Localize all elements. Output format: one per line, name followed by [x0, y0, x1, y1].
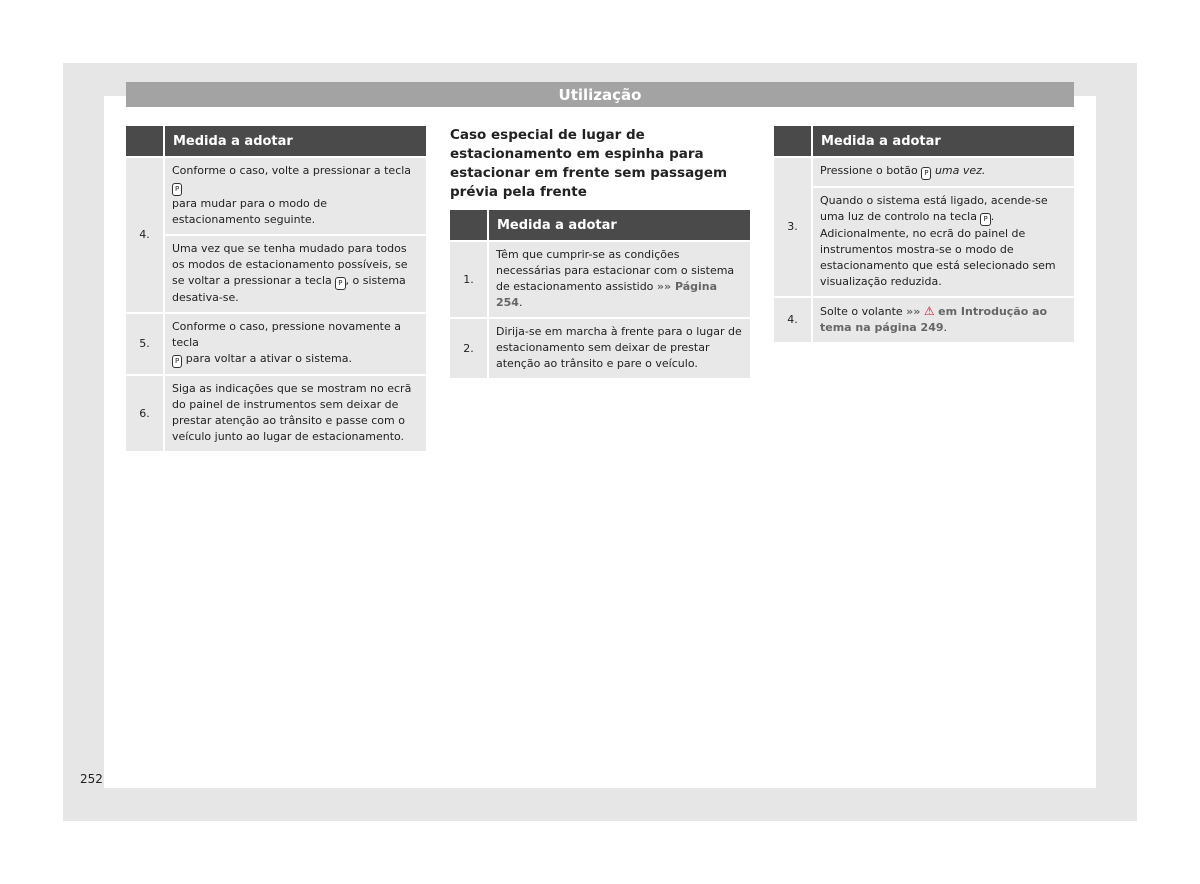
step-number: 4. [774, 297, 812, 342]
park-assist-key-icon: P [335, 277, 345, 290]
number-header-cell [126, 126, 164, 157]
table-header-label: Medida a adotar [488, 210, 750, 241]
table-header-label: Medida a adotar [164, 126, 426, 157]
park-assist-key-icon: P [921, 167, 931, 180]
step-text: Têm que cumprir-se as condições necessárias para estacionar com o sistema de estacionamento assistido »» Página 254. [488, 241, 750, 318]
number-header-cell [774, 126, 812, 157]
section-title: Caso especial de lugar de estacionamento em espinha para estacionar em frente sem passagem prévia pela frente [450, 127, 728, 200]
step-text: Dirija-se em marcha à frente para o lugar de estacionamento sem deixar de prestar atenção ao trânsito e pare o veículo. [488, 318, 750, 378]
table-header-row [450, 210, 750, 241]
table-row [774, 187, 1074, 297]
park-assist-key-icon: P [172, 355, 182, 368]
step-number: 4. [126, 157, 164, 313]
steps-table-3 [774, 126, 1074, 342]
column-2 [450, 126, 750, 378]
section-header: Utilização [126, 82, 1074, 107]
arrow-reference-icon: »» [906, 305, 921, 318]
table-row [774, 297, 1074, 342]
steps-table-1 [126, 126, 426, 451]
step-text: Quando o sistema está ligado, acende-se uma luz de controlo na tecla P . Adicionalmente, no ecrã do painel de instrumentos mostra-se o modo de estacionamento que está selecionado sem visualização reduzida. [812, 187, 1074, 297]
steps-table-2 [450, 210, 750, 378]
table-row [126, 157, 426, 235]
park-assist-key-icon: P [980, 213, 990, 226]
table-row [774, 157, 1074, 187]
step-text: Uma vez que se tenha mudado para todos os modos de estacionamento possíveis, se se voltar a pressionar a tecla P , o sistema desativa-se. [164, 235, 426, 313]
step-text: Conforme o caso, pressione novamente a tecla P para voltar a ativar o sistema. [164, 313, 426, 375]
table-row [126, 375, 426, 451]
page-reference-link[interactable]: »» Página 254 [496, 280, 718, 309]
table-row [450, 318, 750, 378]
step-number: 6. [126, 375, 164, 451]
table-row [126, 235, 426, 313]
table-header-row [126, 126, 426, 157]
column-3 [774, 126, 1074, 342]
warning-triangle-icon: ⚠ [923, 304, 935, 318]
page-reference-link[interactable]: em Introdução ao tema na página 249 [820, 305, 1048, 334]
page-number: 252 [80, 772, 103, 786]
table-row [450, 241, 750, 318]
table-header-row [774, 126, 1074, 157]
table-row [126, 313, 426, 375]
number-header-cell [450, 210, 488, 241]
park-assist-key-icon: P [172, 183, 182, 196]
step-number: 1. [450, 241, 488, 318]
step-number: 3. [774, 157, 812, 297]
step-text: Solte o volante »» ⚠ em Introdução ao tema na página 249. [812, 297, 1074, 342]
step-text: Conforme o caso, volte a pressionar a tecla P para mudar para o modo de estacionamento seguinte. [164, 157, 426, 235]
step-text: Pressione o botão P uma vez. [812, 157, 1074, 187]
column-1 [126, 126, 426, 451]
step-text: Siga as indicações que se mostram no ecrã do painel de instrumentos sem deixar de prestar atenção ao trânsito e passe com o veículo junto ao lugar de estacionamento. [164, 375, 426, 451]
step-number: 5. [126, 313, 164, 375]
table-header-label: Medida a adotar [812, 126, 1074, 157]
step-number: 2. [450, 318, 488, 378]
